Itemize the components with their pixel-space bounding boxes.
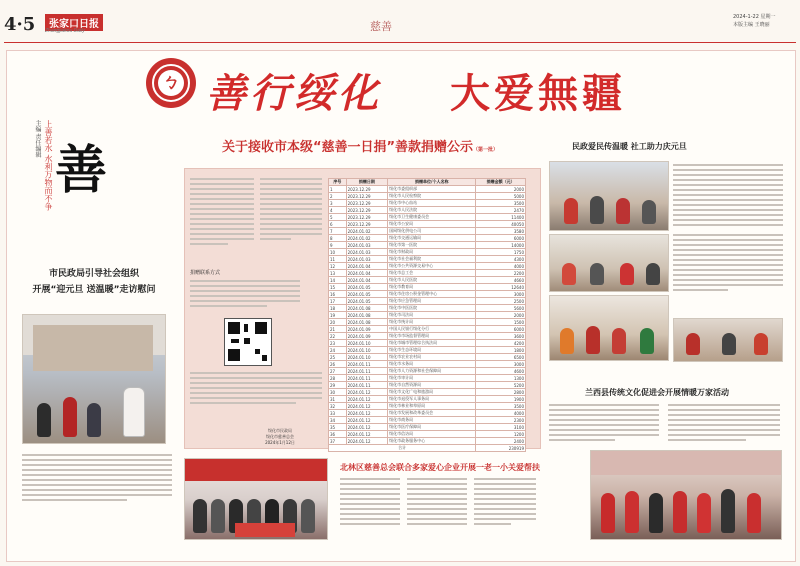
contact-text [190,280,300,310]
table-row [329,200,526,207]
table-cell: 绥化市退役军人事务局 [388,396,476,403]
person-figure [193,499,207,533]
charity-logo [146,58,196,108]
table-cell: 19 [329,312,347,319]
table-row [329,186,526,193]
table-cell: 14 [329,277,347,284]
table-row [329,403,526,410]
table-cell: 4660 [476,277,526,284]
table-cell: 绥化市司法局 [388,312,476,319]
table-row [329,221,526,228]
issue-date-line: 2024-1-22 星期一 [733,14,776,20]
gift-boxes [235,523,295,537]
table-cell: 2024.01.04 [346,263,388,270]
right-article-text-4 [668,404,780,444]
person-figure [586,326,600,354]
table-cell: 绥化市人力资源和社会保障局 [388,368,476,375]
table-cell: 24 [329,347,347,354]
table-row [329,256,526,263]
issue-date [733,13,795,29]
table-row [329,438,526,445]
table-cell: 2023.12.29 [346,207,388,214]
table-cell: 绥化市卫生健康委员会 [388,214,476,221]
table-cell: 4200 [476,340,526,347]
signature-line2: 绥化市慈善总会 [266,434,294,439]
table-cell: 2024.01.12 [346,389,388,396]
table-row [329,410,526,417]
table-cell: 绥化市中医医院 [388,305,476,312]
table-cell: 1500 [476,319,526,326]
table-cell: 2024.01.10 [346,347,388,354]
table-row [329,361,526,368]
col-header: 捐赠金额（元） [476,179,526,186]
table-cell: 绥化市自然资源局 [388,382,476,389]
table-total-row [329,445,526,452]
senior-center-photo-4 [673,318,783,362]
person-figure [754,333,768,355]
table-row [329,193,526,200]
table-cell: 32 [329,403,347,410]
table-cell: 6500 [476,354,526,361]
table-cell: 2 [329,193,347,200]
table-cell: 2024.01.08 [346,312,388,319]
table-cell: 2024.01.11 [346,361,388,368]
table-cell: 23 [329,340,347,347]
table-cell: 14000 [476,242,526,249]
table-cell: 绥化市统计局 [388,319,476,326]
table-cell: 2024.01.12 [346,431,388,438]
table-row [329,326,526,333]
table-cell: 绥化市教育局 [388,284,476,291]
total-label: 合计 [329,445,476,452]
logo-glyph: ㄅ [158,70,184,96]
table-cell: 1 [329,186,347,193]
table-cell: 2023.12.29 [346,193,388,200]
table-row [329,368,526,375]
table-cell: 绥化市人民医院 [388,277,476,284]
table-cell: 4300 [476,256,526,263]
signature-date: 2024年1月12日 [265,440,295,445]
table-cell: 绥化市医疗保障局 [388,424,476,431]
table-cell: 2024.01.09 [346,326,388,333]
person-figure [63,397,77,437]
table-cell: 3580 [476,228,526,235]
table-row [329,207,526,214]
table-cell: 2024.01.03 [346,242,388,249]
table-row [329,249,526,256]
table-cell: 25 [329,354,347,361]
banner [140,54,660,117]
col-header: 序号 [329,179,347,186]
person-figure [640,328,654,354]
table-cell: 2024.01.05 [346,298,388,305]
left-article-text [22,454,172,504]
bottom-text-col3 [474,478,536,528]
table-cell: 29 [329,382,347,389]
photo-building [33,325,153,371]
table-body [329,186,526,452]
table-row [329,228,526,235]
table-cell: 国网绥化供电公司 [388,228,476,235]
page-number: 4·5 [4,14,36,35]
table-header-row [329,179,526,186]
table-cell: 15 [329,284,347,291]
table-row [329,375,526,382]
table-cell: 13 [329,270,347,277]
table-cell: 2023.12.29 [346,221,388,228]
donation-table [328,178,526,452]
table-row [329,298,526,305]
table-cell: 3600 [476,333,526,340]
big-character: 善 [55,140,108,201]
person-figure [620,263,634,285]
table-cell: 4 [329,207,347,214]
table-cell: 2000 [476,312,526,319]
banner-slogan-left: 善行绥化 [206,70,382,117]
table-cell: 绥化市中心血站 [388,200,476,207]
table-cell: 绥化市市场监督管理局 [388,333,476,340]
table-cell: 8 [329,235,347,242]
table-cell: 2024.01.04 [346,270,388,277]
table-cell: 3500 [476,200,526,207]
table-cell: 30 [329,389,347,396]
person-figure [590,196,604,224]
contact-heading: 捐赠联系方式 [190,270,221,276]
table-row [329,347,526,354]
table-cell: 1300 [476,375,526,382]
table-cell: 6000 [476,235,526,242]
person-figure [211,499,225,533]
person-figure [301,499,315,533]
table-row [329,417,526,424]
table-cell: 绥化市总工会 [388,270,476,277]
senior-center-photo-1 [549,161,669,231]
table-row [329,424,526,431]
table-cell: 2024.01.05 [346,291,388,298]
table-row [329,333,526,340]
table-cell: 17 [329,298,347,305]
col-header: 捐赠日期 [346,179,388,186]
table-cell: 绥化市委组织部 [388,186,476,193]
table-cell: 2024.01.12 [346,438,388,445]
table-cell: 2024.01.12 [346,403,388,410]
person-figure [123,387,145,437]
table-cell: 6 [329,221,347,228]
table-cell: 2024.01.11 [346,368,388,375]
table-cell: 3000 [476,361,526,368]
total-value: 230919 [476,445,526,452]
senior-center-photo-3 [549,295,669,361]
cultural-event-photo [590,450,782,540]
right-article-text-1 [673,164,783,229]
table-cell: 2300 [476,417,526,424]
table-row [329,291,526,298]
person-figure [697,493,711,533]
table-cell: 绥化市政务服务中心 [388,438,476,445]
table-cell: 3100 [476,424,526,431]
left-headline-line1: 市民政局引导社会组织 [48,269,139,279]
table-cell: 1800 [476,347,526,354]
right-article-text-2 [673,234,783,294]
table-cell: 5200 [476,382,526,389]
table-row [329,305,526,312]
table-cell: 5 [329,214,347,221]
person-figure [562,263,576,285]
table-cell: 2024.01.09 [346,333,388,340]
banner-slogan-right: 大爱無疆 [450,70,626,117]
notice-title-text: 关于接收市本级“慈善一日捐”善款捐赠公示 [221,140,474,155]
person-figure [87,403,101,437]
table-cell: 27 [329,368,347,375]
table-cell: 2024.01.12 [346,417,388,424]
person-figure [686,333,700,355]
table-cell: 20 [329,319,347,326]
right-article-text-3 [549,404,659,444]
table-cell: 31 [329,396,347,403]
table-cell: 绥化市公共资源交易中心 [388,263,476,270]
bottom-text-col2 [407,478,467,528]
left-headline-line2: 开展“迎元旦 送温暖”走访慰问 [32,285,156,295]
person-figure [722,333,736,355]
table-cell: 36 [329,431,347,438]
table-cell: 21 [329,326,347,333]
table-cell: 2024.01.03 [346,249,388,256]
table-cell: 2024.01.05 [346,284,388,291]
table-cell: 2024.01.12 [346,410,388,417]
person-figure [625,491,639,533]
person-figure [747,493,761,533]
table-cell: 33 [329,410,347,417]
table-row [329,340,526,347]
table-cell: 10 [329,249,347,256]
table-row [329,396,526,403]
right-headline-bottom: 兰西县传统文化促进会开展情暖万家活动 [585,388,729,397]
table-cell: 2800 [476,389,526,396]
table-cell: 2024.01.08 [346,319,388,326]
table-cell: 绥化市社会福利院 [388,256,476,263]
table-cell: 3 [329,200,347,207]
section-label: 慈善 [370,20,392,33]
table-cell: 11400 [476,214,526,221]
table-cell: 22 [329,333,347,340]
visit-photo [22,314,166,444]
table-cell: 11 [329,256,347,263]
table-cell: 绥化市农业农村局 [388,354,476,361]
person-figure [616,198,630,224]
senior-center-photo-2 [549,234,669,292]
table-cell: 2024.01.12 [346,396,388,403]
table-cell: 28 [329,375,347,382]
donation-qr-code[interactable] [224,318,272,366]
person-figure [560,328,574,354]
table-cell: 绥化市商务局 [388,417,476,424]
table-cell: 16 [329,291,347,298]
person-figure [642,200,656,224]
person-figure [646,263,660,285]
notice-signature [240,428,320,446]
header-rule [4,42,796,43]
table-cell: 3500 [476,403,526,410]
table-row [329,277,526,284]
person-figure [612,328,626,354]
notice-title-note: （第一批） [473,147,499,153]
table-cell: 2470 [476,207,526,214]
table-cell: 2023.12.29 [346,214,388,221]
table-row [329,270,526,277]
bottom-text-col1 [340,478,400,528]
table-cell: 绥化市林业和草原局 [388,403,476,410]
table-row [329,431,526,438]
table-cell: 26 [329,361,347,368]
vertical-meta: 主编 责任编辑 [34,120,41,158]
signature-line1: 绥化市民政局 [268,428,292,433]
table-cell: 2023.12.29 [346,186,388,193]
table-row [329,214,526,221]
table-cell: 5000 [476,193,526,200]
masthead-subtitle: Zhangjiakou Daily [45,28,85,34]
table-cell: 2024.01.02 [346,228,388,235]
table-row [329,389,526,396]
table-cell: 绥化市发展和改革委员会 [388,410,476,417]
table-row [329,263,526,270]
table-cell: 7 [329,228,347,235]
table-cell: 34 [329,417,347,424]
page-header [0,0,800,44]
table-cell: 2400 [476,438,526,445]
table-cell: 2024.01.12 [346,424,388,431]
photo-wall [591,451,781,475]
person-figure [601,493,615,533]
bottom-center-headline: 北林区慈善总会联合多家爱心企业开展一老一小关爱帮扶 [340,463,540,472]
table-cell: 2024.01.10 [346,354,388,361]
notice-text-col2 [260,178,322,243]
person-figure [564,198,578,224]
table-cell: 绥化市住房公积金管理中心 [388,291,476,298]
table-cell: 绥化市信访局 [388,431,476,438]
table-cell: 9 [329,242,347,249]
table-row [329,235,526,242]
table-cell: 4600 [476,368,526,375]
table-cell: 4000 [476,410,526,417]
table-cell: 2200 [476,270,526,277]
table-cell: 1900 [476,396,526,403]
person-figure [590,263,604,285]
person-figure [721,489,735,533]
table-cell: 绥化市人民法院 [388,207,476,214]
table-row [329,354,526,361]
table-cell: 绥化市文化广电和旅游局 [388,389,476,396]
photo-backdrop-banner [185,459,327,481]
table-cell: 2500 [476,298,526,305]
table-cell: 2024.01.11 [346,382,388,389]
notice-text-col1 [190,178,254,248]
table-cell: 37 [329,438,347,445]
table-cell: 绥化市审计局 [388,375,476,382]
table-cell: 40050 [476,221,526,228]
table-cell: 绥化市公安局 [388,221,476,228]
right-headline-top: 民政爱民传温暖 社工助力庆元旦 [572,142,687,151]
table-cell: 12 [329,263,347,270]
table-cell: 5600 [476,305,526,312]
table-cell: 绥化市水务局 [388,361,476,368]
table-cell: 1200 [476,431,526,438]
table-row [329,382,526,389]
col-header: 捐赠单位/个人名称 [388,179,476,186]
table-cell: 2024.01.10 [346,340,388,347]
issue-editor-line: 本版主编 王晓丽 [733,22,770,28]
table-cell: 18 [329,305,347,312]
person-figure [673,491,687,533]
table-cell: 2024.01.03 [346,256,388,263]
table-cell: 绥化市城市管理综合执法局 [388,340,476,347]
notice-closing-text [190,372,322,407]
table-cell: 绥化市应急管理局 [388,298,476,305]
table-cell: 绥化市财政局 [388,249,476,256]
table-cell: 绥化市交通运输局 [388,235,476,242]
table-cell: 4000 [476,263,526,270]
left-headline [14,266,174,298]
table-cell: 绥化市生态环境局 [388,347,476,354]
table-cell: 12640 [476,284,526,291]
table-cell: 2024.01.11 [346,375,388,382]
table-cell: 35 [329,424,347,431]
table-cell: 2024.01.08 [346,305,388,312]
table-row [329,284,526,291]
table-cell: 中国人民银行绥化分行 [388,326,476,333]
person-figure [649,493,663,533]
table-cell: 1750 [476,249,526,256]
table-cell: 2024.01.04 [346,277,388,284]
volunteer-group-photo [184,458,328,540]
table-cell: 绥化市人民检察院 [388,193,476,200]
table-cell: 6000 [476,326,526,333]
table-row [329,319,526,326]
table-cell: 绥化市第一医院 [388,242,476,249]
notice-title [190,136,530,155]
person-figure [37,403,51,437]
vertical-motto: 上善若水 水利万物而不争 [44,120,53,211]
table-cell: 2023.12.29 [346,200,388,207]
table-row [329,312,526,319]
masthead: 张家口日报 [45,14,103,31]
table-cell: 3000 [476,291,526,298]
table-cell: 2000 [476,186,526,193]
table-row [329,242,526,249]
table-cell: 2024.01.02 [346,235,388,242]
